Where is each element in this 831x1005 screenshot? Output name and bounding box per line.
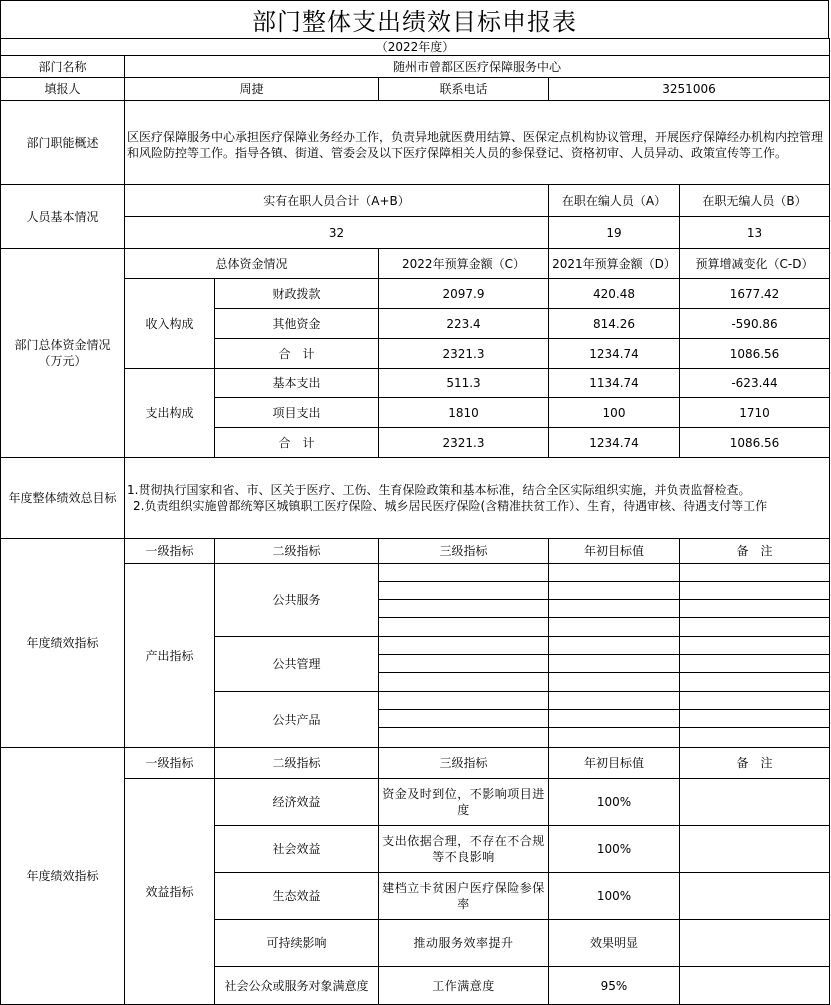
perf2-l2: 生态效益 <box>215 873 379 920</box>
expense-name: 项目支出 <box>215 398 379 428</box>
income-diff: 1677.42 <box>680 279 830 309</box>
perf1-header-target: 年初目标值 <box>549 539 680 564</box>
perf2-l3: 推动服务效率提升 <box>379 920 549 967</box>
funds-header-c: 2022年预算金额（C） <box>379 249 549 279</box>
expense-d: 100 <box>549 398 680 428</box>
dept-name-label: 部门名称 <box>1 56 125 78</box>
perf2-note <box>680 920 830 967</box>
income-name: 财政拨款 <box>215 279 379 309</box>
perf2-target: 效果明显 <box>549 920 680 967</box>
perf1-header-l2: 二级指标 <box>215 539 379 564</box>
funds-header-d: 2021年预算金额（D） <box>549 249 680 279</box>
income-name: 其他资金 <box>215 309 379 339</box>
expense-diff: 1710 <box>680 398 830 428</box>
phone-value: 3251006 <box>549 78 830 101</box>
goal-text <box>125 458 830 539</box>
income-d: 420.48 <box>549 279 680 309</box>
perf1-group-management: 公共管理 <box>215 637 379 692</box>
funds-header-overall: 总体资金情况 <box>125 249 379 279</box>
year-label: （2022年度） <box>1 39 830 56</box>
perf2-label: 年度绩效指标 <box>1 748 125 1005</box>
perf2-note <box>680 779 830 826</box>
duty-label: 部门职能概述 <box>1 101 125 185</box>
perf2-l3: 工作满意度 <box>379 967 549 1005</box>
perf2-note <box>680 873 830 920</box>
filler-label: 填报人 <box>1 78 125 101</box>
staff-header-a: 在职在编人员（A） <box>549 185 680 217</box>
goal-line-2: 2.负责组织实施曾都统筹区城镇职工医疗保险、城乡居民医疗保险(含精准扶贫工作）、生育，待遇审核、待遇支付等工作 <box>133 499 768 513</box>
expense-name: 基本支出 <box>215 369 379 398</box>
page-title: 部门整体支出绩效目标申报表 <box>0 0 829 38</box>
duty-text: 区医疗保障服务中心承担医疗保障业务经办工作，负责异地就医费用结算、医保定点机构协议管理，开展医疗保障经办机构内控管理和风险防控等工作。指导各镇、街道、管委会及以下医疗保障相关人员的参保登记、资格初审、人员异动、政策宣传等工作。 <box>125 101 830 185</box>
staff-header-b: 在职无编人员（B） <box>680 185 830 217</box>
perf2-l2: 社会效益 <box>215 826 379 873</box>
expense-c: 1810 <box>379 398 549 428</box>
perf2-header-target: 年初目标值 <box>549 748 680 779</box>
expense-c: 511.3 <box>379 369 549 398</box>
perf2-l3: 资金及时到位，不影响项目进度 <box>379 779 549 826</box>
goal-line-1: 1.贯彻执行国家和省、市、区关于医疗、工伤、生育保险政策和基本标准，结合全区实际组织实施，并负责监督检查。 <box>127 483 751 497</box>
perf2-header-l1: 一级指标 <box>125 748 215 779</box>
perf1-header-l1: 一级指标 <box>125 539 215 564</box>
funds-header-diff: 预算增减变化（C-D） <box>680 249 830 279</box>
funds-label-text: 部门总体资金情况 <box>14 338 111 352</box>
goal-label: 年度整体绩效总目标 <box>1 458 125 539</box>
staff-a: 19 <box>549 217 680 249</box>
expense-name: 合 计 <box>215 428 379 458</box>
perf1-level1: 产出指标 <box>125 564 215 748</box>
perf2-target: 100% <box>549 873 680 920</box>
phone-label: 联系电话 <box>379 78 549 101</box>
expense-d: 1134.74 <box>549 369 680 398</box>
staff-b: 13 <box>680 217 830 249</box>
funds-label <box>1 249 125 458</box>
funds-unit: （万元） <box>38 354 87 368</box>
staff-total: 32 <box>125 217 549 249</box>
income-d: 814.26 <box>549 309 680 339</box>
perf1-header-note: 备 注 <box>680 539 830 564</box>
perf2-note <box>680 826 830 873</box>
perf2-header-note: 备 注 <box>680 748 830 779</box>
expense-label: 支出构成 <box>125 369 215 458</box>
perf1-group-product: 公共产品 <box>215 692 379 748</box>
perf2-target: 100% <box>549 826 680 873</box>
perf2-l3: 支出依据合理，不存在不合规等不良影响 <box>379 826 549 873</box>
perf2-target: 100% <box>549 779 680 826</box>
perf1-label: 年度绩效指标 <box>1 539 125 748</box>
income-c: 2321.3 <box>379 339 549 369</box>
report-table <box>0 38 830 1005</box>
expense-d: 1234.74 <box>549 428 680 458</box>
perf1-group-service: 公共服务 <box>215 564 379 637</box>
perf1-header-l3: 三级指标 <box>379 539 549 564</box>
perf2-header-l2: 二级指标 <box>215 748 379 779</box>
income-c: 2097.9 <box>379 279 549 309</box>
perf2-note <box>680 967 830 1005</box>
perf2-l2: 社会公众或服务对象满意度 <box>215 967 379 1005</box>
perf2-l3: 建档立卡贫困户医疗保险参保率 <box>379 873 549 920</box>
staff-header-total: 实有在职人员合计（A+B） <box>125 185 549 217</box>
income-diff: 1086.56 <box>680 339 830 369</box>
perf2-target: 95% <box>549 967 680 1005</box>
perf2-l2: 可持续影响 <box>215 920 379 967</box>
dept-name-value: 随州市曾都区医疗保障服务中心 <box>125 56 830 78</box>
staff-label: 人员基本情况 <box>1 185 125 249</box>
income-diff: -590.86 <box>680 309 830 339</box>
expense-diff: -623.44 <box>680 369 830 398</box>
filler-name: 周捷 <box>125 78 379 101</box>
income-c: 223.4 <box>379 309 549 339</box>
income-label: 收入构成 <box>125 279 215 369</box>
income-d: 1234.74 <box>549 339 680 369</box>
perf2-header-l3: 三级指标 <box>379 748 549 779</box>
income-name: 合 计 <box>215 339 379 369</box>
perf2-level1: 效益指标 <box>125 779 215 1005</box>
expense-diff: 1086.56 <box>680 428 830 458</box>
perf2-l2: 经济效益 <box>215 779 379 826</box>
expense-c: 2321.3 <box>379 428 549 458</box>
